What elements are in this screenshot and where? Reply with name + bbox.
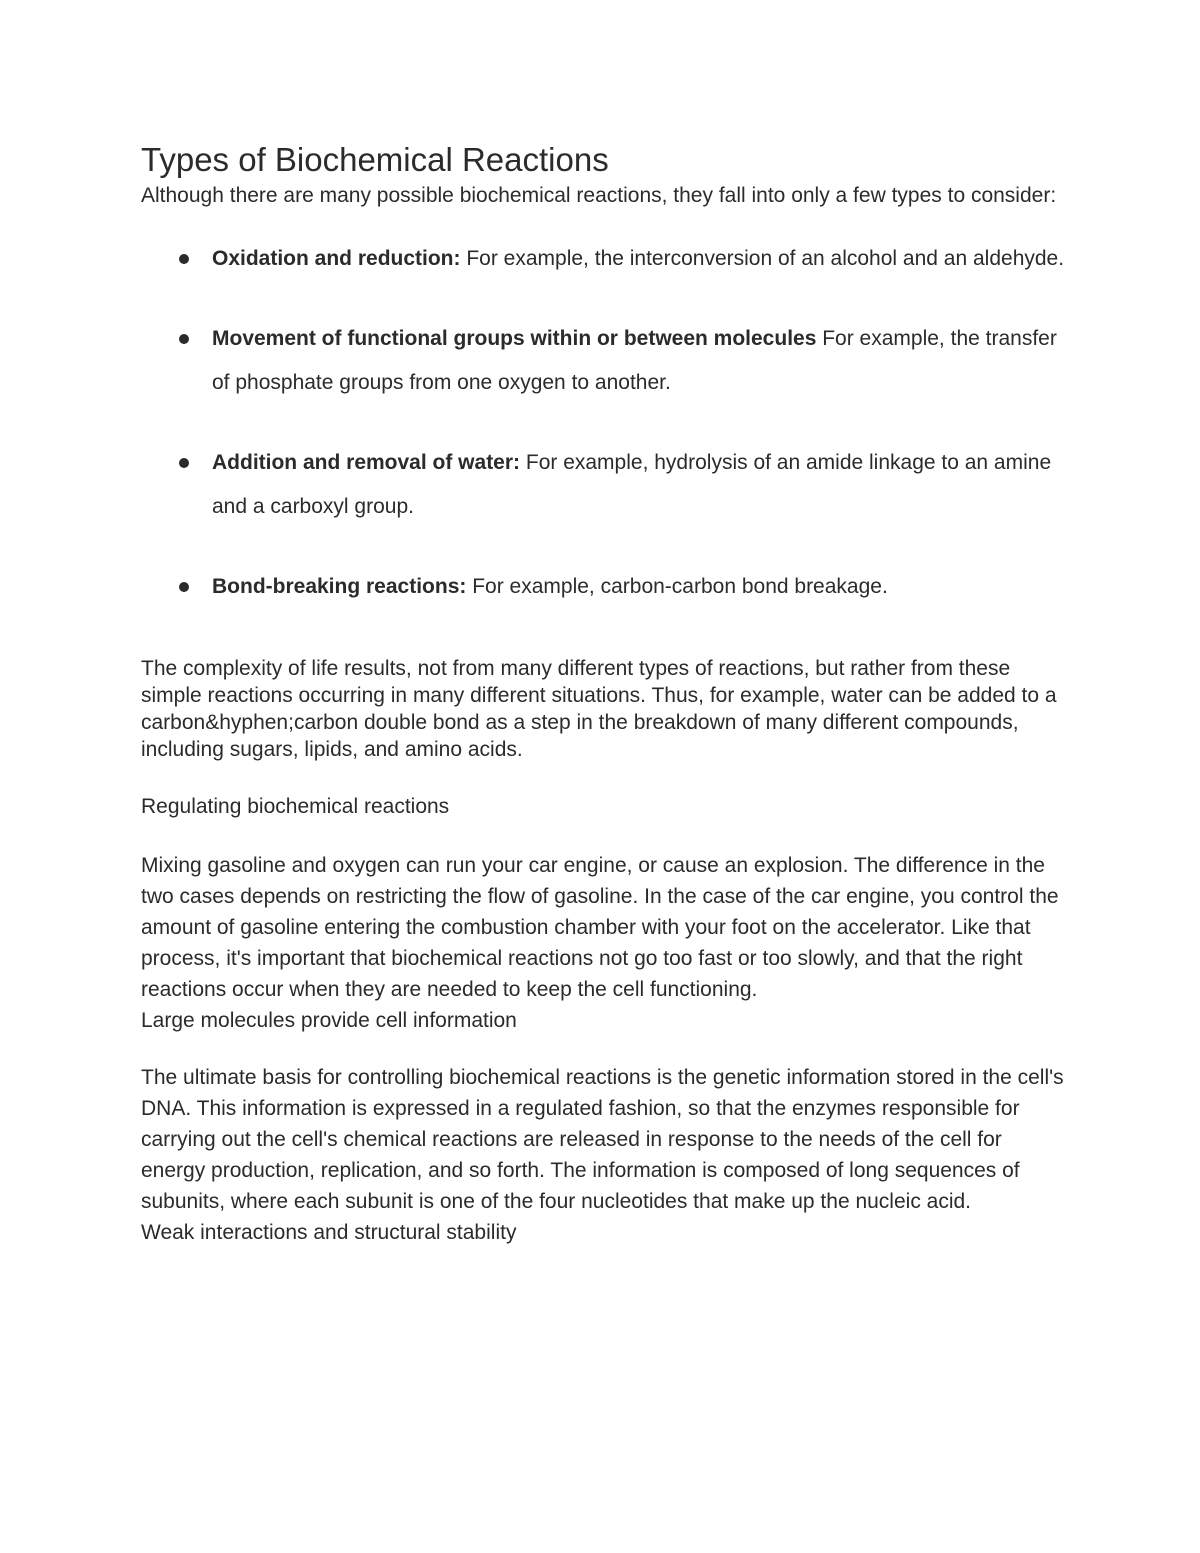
list-item (141, 317, 1071, 405)
complexity-paragraph: The complexity of life results, not from many different types of reactions, but rather from these simple reactions occurring in many different situations. Thus, for example, water can be added to a carbon&hyphen;carbon double bond as a step in the breakdown of many different compounds, including sugars, lipids, and amino acids. (141, 657, 1057, 761)
bullet-icon (179, 254, 189, 264)
bullet-term: Oxidation and reduction: (212, 247, 461, 270)
section-heading-regulating: Regulating biochemical reactions (141, 795, 450, 818)
mixing-paragraph: Mixing gasoline and oxygen can run your car engine, or cause an explosion. The difference in the two cases depends on restricting the flow of gasoline. In the case of the car engine, you control the amount of gasoline entering the combustion chamber with your foot on the accelerator. Like that process, it's important that biochemical reactions not go too fast or too slowly, and that the right reactions occur when they are needed to keep the cell functioning. (141, 854, 1059, 1001)
document-page (141, 138, 1071, 1248)
list-item (141, 441, 1071, 529)
document-title: Types of Biochemical Reactions (141, 141, 609, 178)
bullet-term: Bond-breaking reactions: (212, 575, 467, 598)
bullet-icon (179, 334, 189, 344)
ultimate-basis-paragraph: The ultimate basis for controlling biochemical reactions is the genetic information stored in the cell's DNA. This information is expressed in a regulated fashion, so that the enzymes responsible for carrying out the cell's chemical reactions are released in response to the needs of the cell for energy production, replication, and so forth. The information is composed of long sequences of subunits, where each subunit is one of the four nucleotides that make up the nucleic acid. (141, 1066, 1064, 1213)
bullet-text: For example, carbon-carbon bond breakage. (466, 575, 888, 598)
section-heading-weak-interactions: Weak interactions and structural stability (141, 1221, 517, 1244)
bullet-term: Addition and removal of water: (212, 451, 521, 474)
bullet-text: For example, the interconversion of an alcohol and an aldehyde. (460, 247, 1065, 270)
list-item (141, 565, 1071, 609)
list-item (141, 237, 1071, 281)
bullet-icon (179, 582, 189, 592)
bullet-icon (179, 458, 189, 468)
intro-paragraph: Although there are many possible biochemical reactions, they fall into only a few types to consider: (141, 184, 1057, 207)
reaction-types-list (141, 237, 1071, 609)
bullet-text: For example, the transfer of phosphate groups from one oxygen to another. (212, 327, 1057, 394)
bullet-term: Movement of functional groups within or between molecules (212, 327, 817, 350)
bullet-text: For example, hydrolysis of an amide linkage to an amine and a carboxyl group. (212, 451, 1052, 518)
section-heading-large-molecules: Large molecules provide cell information (141, 1009, 517, 1032)
